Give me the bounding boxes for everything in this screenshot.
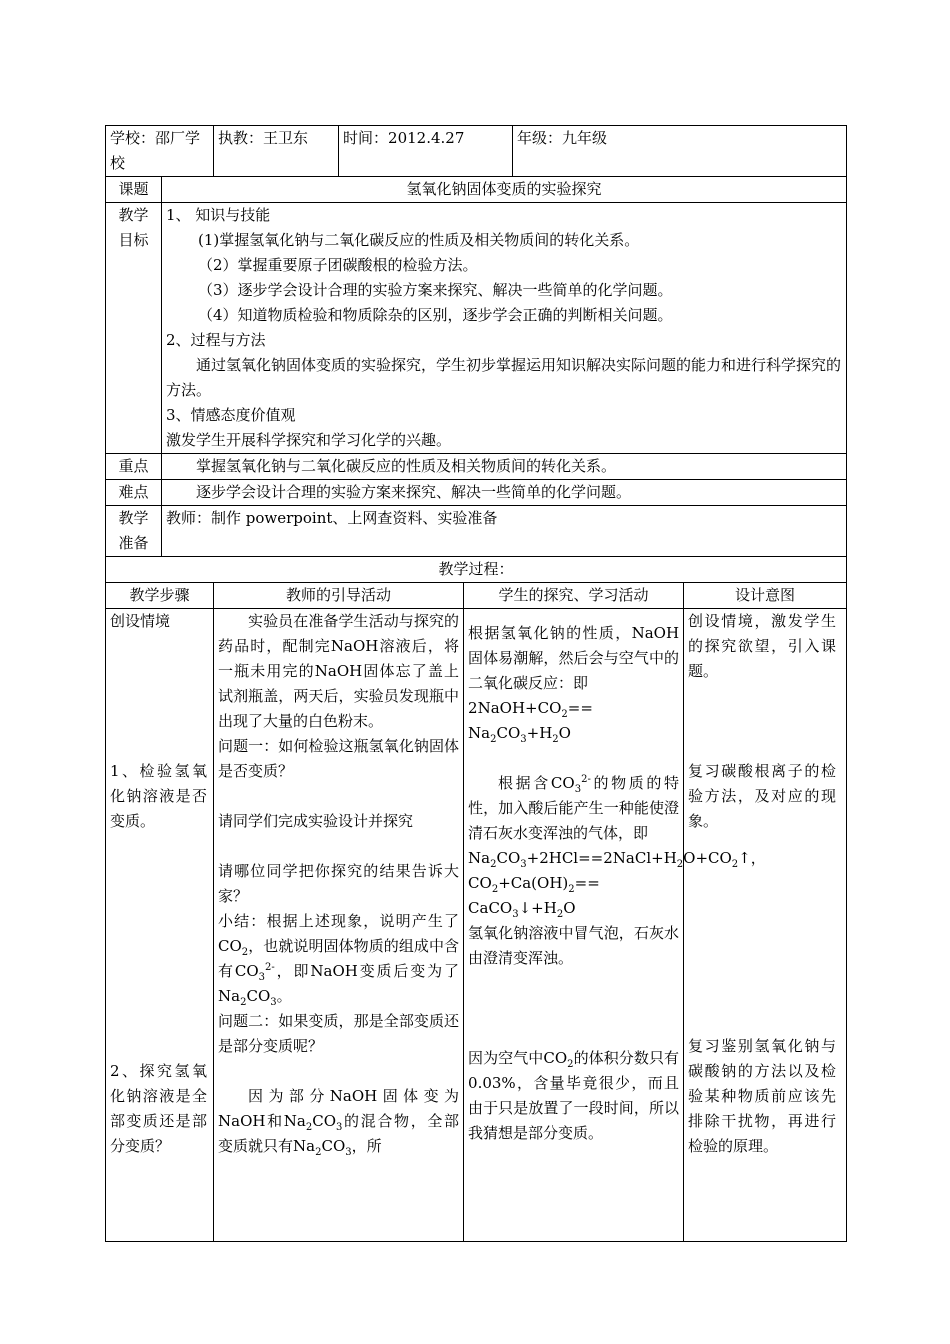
teacher-ask-result: 请哪位同学把你探究的结果告诉大家？ <box>218 862 460 905</box>
topic-label: 课题 <box>106 177 162 203</box>
key-point-label: 重点 <box>106 454 162 480</box>
step-3: 2、探究氢氧化钠溶液是全部变质还是部分变质？ <box>110 1062 208 1155</box>
teacher-scenario: 实验员在准备学生活动与探究的药品时，配制完NaOH溶液后，将一瓶未用完的NaOH固体忘了盖上试剂瓶盖，两天后，实验员发现瓶中出现了大量的白色粉末。 <box>218 612 460 730</box>
objective-k4: （4）知道物质检验和物质除杂的区别，逐步学会正确的判断相关问题。 <box>198 306 673 324</box>
col-student-header: 学生的探究、学习活动 <box>464 583 684 609</box>
difficulty-value: 逐步学会设计合理的实验方案来探究、解决一些简单的化学问题。 <box>162 480 847 506</box>
lesson-plan-table <box>105 125 847 1242</box>
objective-k2: （2）掌握重要原子团碳酸根的检验方法。 <box>198 256 478 274</box>
col-steps-header: 教学步骤 <box>106 583 214 609</box>
process-title: 教学过程： <box>106 557 847 583</box>
process-header-row <box>106 583 847 609</box>
objective-heading-3: 3、情感态度价值观 <box>166 406 296 424</box>
step-2: 1、检验氢氧化钠溶液是否变质。 <box>110 762 208 830</box>
teacher-question-2: 问题二：如果变质，那是全部变质还是部分变质呢？ <box>218 1012 460 1055</box>
student-carbonate-property: 根据含$CO_3^{2-}$的物质的特性，加入酸后能产生一种能使澄清石灰水变浑浊的气体，即 <box>468 774 680 842</box>
objective-heading-2: 2、过程与方法 <box>166 331 266 349</box>
step-1: 创设情境 <box>110 612 171 630</box>
teacher-cell-body <box>214 609 464 1242</box>
teacher-summary: 小结：根据上述现象，说明产生了$CO_2$，也就说明固体物质的组成中含有$CO_3^{2-}$，即NaOH变质后变为了$Na_2CO_3$。 <box>218 912 460 1008</box>
process-body-row <box>106 609 847 1242</box>
prep-label: 教学 准备 <box>106 506 162 557</box>
grade-cell: 年级：九年级 <box>513 126 847 177</box>
teacher-instruction: 请同学们完成实验设计并探究 <box>218 812 414 830</box>
student-equation-1: $2NaOH+CO_2== Na_2CO_3+H_2O$ <box>468 699 593 745</box>
student-observation: 氢氧化钠溶液中冒气泡，石灰水由澄清变浑浊。 <box>468 924 680 967</box>
teacher-explanation: 因为部分NaOH固体变为NaOH和$Na_2CO_3$的混合物，全部变质就只有$Na_2CO_3$，所 <box>218 1087 460 1158</box>
steps-cell <box>106 609 214 1242</box>
process-title-row <box>106 557 847 583</box>
time-cell: 时间：2012.4.27 <box>339 126 513 177</box>
teacher-cell: 执教：王卫东 <box>214 126 339 177</box>
col-intent-header: 设计意图 <box>684 583 847 609</box>
difficulty-label: 难点 <box>106 480 162 506</box>
student-equation-2: $Na_2CO_3+2HCl==2NaCl+H_2O+CO_2↑$， <box>468 849 766 870</box>
objective-k1: (1)掌握氢氧化钠与二氧化碳反应的性质及相关物质间的转化关系。 <box>198 231 640 249</box>
intent-1: 创设情境，激发学生的探究欲望，引入课题。 <box>688 612 837 680</box>
student-hypothesis: 因为空气中$CO_2$的体积分数只有0.03%，含量毕竟很少，而且由于只是放置了一段时间，所以我猜想是部分变质。 <box>468 1049 680 1142</box>
intent-cell-body <box>684 609 847 1242</box>
objective-k3: （3）逐步学会设计合理的实验方案来探究、解决一些简单的化学问题。 <box>198 281 673 299</box>
objectives-label: 教学 目标 <box>106 203 162 454</box>
student-property: 根据氢氧化钠的性质，NaOH固体易潮解，然后会与空气中的二氧化碳反应：即 <box>468 624 680 692</box>
school-cell: 学校：邵厂学校 <box>106 126 214 177</box>
prep-value: 教师：制作 powerpoint、上网查资料、实验准备 <box>162 506 847 557</box>
objectives-content <box>162 203 847 454</box>
topic-value: 氢氧化钠固体变质的实验探究 <box>162 177 847 203</box>
objective-attitude-text: 激发学生开展科学探究和学习化学的兴趣。 <box>166 431 452 449</box>
key-point-value: 掌握氢氧化钠与二氧化碳反应的性质及相关物质间的转化关系。 <box>162 454 847 480</box>
prep-row <box>106 506 847 557</box>
objective-process-text: 通过氢氧化钠固体变质的实验探究，学生初步掌握运用知识解决实际问题的能力和进行科学探究的方法。 <box>166 356 842 399</box>
lesson-plan-page <box>105 125 846 1242</box>
intent-3: 复习鉴别氢氧化钠与碳酸钠的方法以及检验某种物质前应该先排除干扰物，再进行检验的原理。 <box>688 1037 837 1155</box>
difficulty-row <box>106 480 847 506</box>
topic-row <box>106 177 847 203</box>
key-point-row <box>106 454 847 480</box>
objective-heading-1: 1、 知识与技能 <box>166 206 271 224</box>
student-equation-3: $CO_2+Ca(OH)_2==$ $CaCO_3↓+H_2O$ <box>468 874 600 920</box>
col-teacher-header: 教师的引导活动 <box>214 583 464 609</box>
header-row <box>106 126 847 177</box>
teacher-question-1: 问题一：如何检验这瓶氢氧化钠固体是否变质？ <box>218 737 460 780</box>
intent-2: 复习碳酸根离子的检验方法，及对应的现象。 <box>688 762 837 830</box>
objectives-row <box>106 203 847 454</box>
